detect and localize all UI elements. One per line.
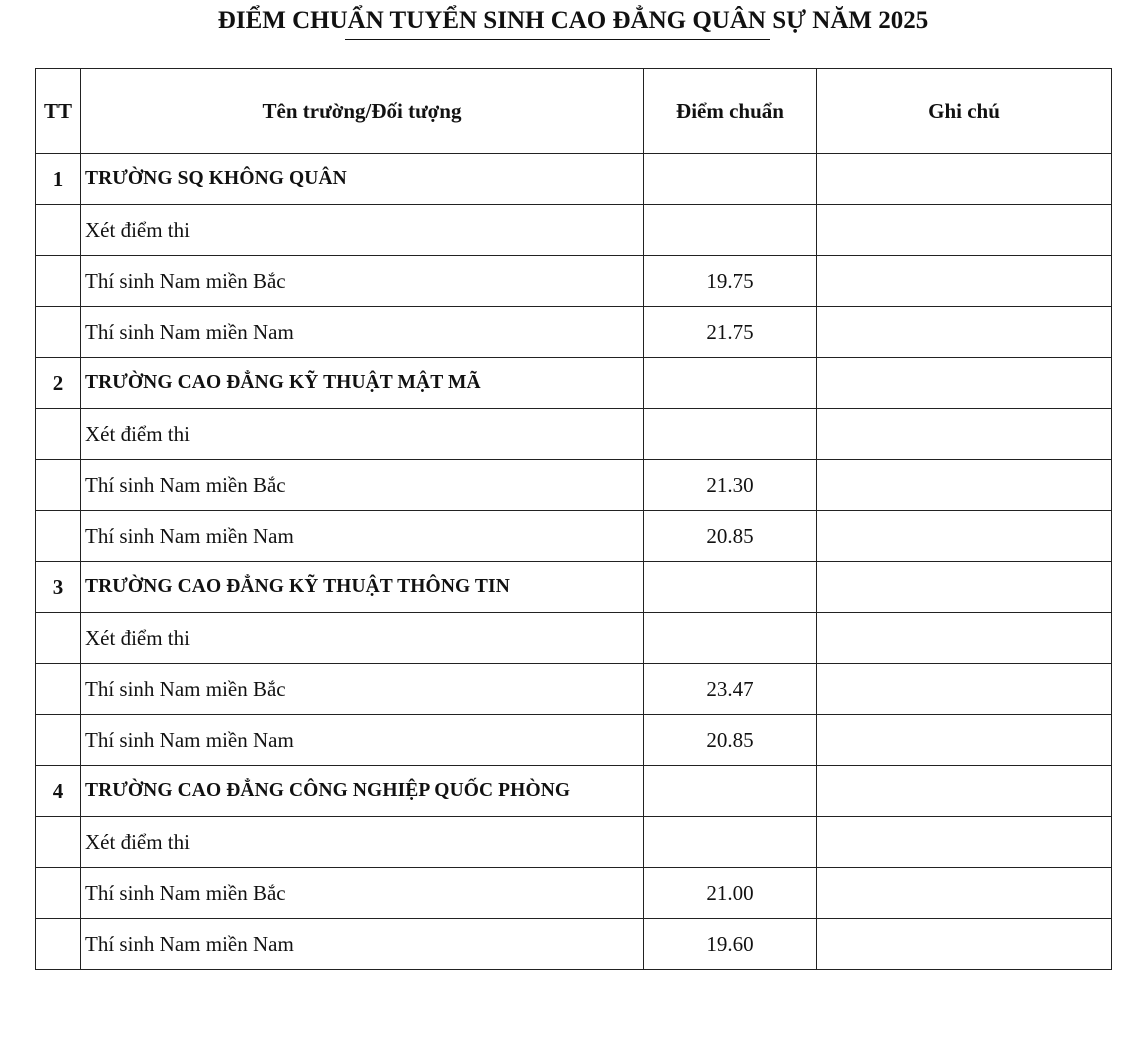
header-tt: TT: [36, 69, 81, 154]
score-value: 19.60: [644, 919, 817, 970]
school-number: 4: [36, 766, 81, 817]
candidate-group: Thí sinh Nam miền Nam: [81, 307, 644, 358]
method-label: Xét điểm thi: [81, 613, 644, 664]
note-cell: [817, 256, 1112, 307]
method-label: Xét điểm thi: [81, 817, 644, 868]
school-number: 2: [36, 358, 81, 409]
candidate-group: Thí sinh Nam miền Nam: [81, 715, 644, 766]
note-cell: [817, 460, 1112, 511]
candidate-group: Thí sinh Nam miền Bắc: [81, 460, 644, 511]
school-name: TRƯỜNG CAO ĐẲNG CÔNG NGHIỆP QUỐC PHÒNG: [81, 766, 644, 817]
school-number: 1: [36, 154, 81, 205]
table-row: [36, 511, 1112, 562]
tt-cell: [36, 409, 81, 460]
score-cell: [644, 613, 817, 664]
page-title: ĐIỂM CHUẨN TUYỂN SINH CAO ĐẲNG QUÂN SỰ NĂM 2025: [217, 7, 929, 34]
score-value: 19.75: [644, 256, 817, 307]
score-cell: [644, 205, 817, 256]
method-row: [36, 817, 1112, 868]
note-cell: [817, 817, 1112, 868]
note-cell: [817, 613, 1112, 664]
tt-cell: [36, 205, 81, 256]
note-cell: [817, 307, 1112, 358]
score-cell: [644, 766, 817, 817]
school-name: TRƯỜNG SQ KHÔNG QUÂN: [81, 154, 644, 205]
candidate-group: Thí sinh Nam miền Bắc: [81, 664, 644, 715]
title-underline: [345, 39, 770, 40]
school-row: [36, 766, 1112, 817]
note-cell: [817, 664, 1112, 715]
note-cell: [817, 409, 1112, 460]
note-cell: [817, 154, 1112, 205]
score-cell: [644, 154, 817, 205]
table-row: [36, 460, 1112, 511]
method-row: [36, 613, 1112, 664]
note-cell: [817, 919, 1112, 970]
table-row: [36, 715, 1112, 766]
score-value: 20.85: [644, 715, 817, 766]
school-row: [36, 154, 1112, 205]
tt-cell: [36, 868, 81, 919]
school-name: TRƯỜNG CAO ĐẲNG KỸ THUẬT MẬT MÃ: [81, 358, 644, 409]
tt-cell: [36, 460, 81, 511]
method-label: Xét điểm thi: [81, 205, 644, 256]
table-header-row: [36, 69, 1112, 154]
note-cell: [817, 868, 1112, 919]
note-cell: [817, 715, 1112, 766]
table-row: [36, 307, 1112, 358]
score-value: 23.47: [644, 664, 817, 715]
header-note: Ghi chú: [817, 69, 1112, 154]
score-value: 20.85: [644, 511, 817, 562]
note-cell: [817, 205, 1112, 256]
tt-cell: [36, 511, 81, 562]
table-row: [36, 256, 1112, 307]
header-name: Tên trường/Đối tượng: [81, 69, 644, 154]
school-name: TRƯỜNG CAO ĐẲNG KỸ THUẬT THÔNG TIN: [81, 562, 644, 613]
candidate-group: Thí sinh Nam miền Bắc: [81, 868, 644, 919]
method-label: Xét điểm thi: [81, 409, 644, 460]
school-number: 3: [36, 562, 81, 613]
school-row: [36, 358, 1112, 409]
score-cell: [644, 817, 817, 868]
score-value: 21.75: [644, 307, 817, 358]
score-cell: [644, 358, 817, 409]
table-row: [36, 868, 1112, 919]
admission-scores-table: [35, 68, 1112, 970]
candidate-group: Thí sinh Nam miền Nam: [81, 511, 644, 562]
table-row: [36, 664, 1112, 715]
note-cell: [817, 562, 1112, 613]
note-cell: [817, 766, 1112, 817]
tt-cell: [36, 256, 81, 307]
score-cell: [644, 562, 817, 613]
score-value: 21.30: [644, 460, 817, 511]
tt-cell: [36, 307, 81, 358]
tt-cell: [36, 613, 81, 664]
score-value: 21.00: [644, 868, 817, 919]
tt-cell: [36, 817, 81, 868]
header-score: Điểm chuẩn: [644, 69, 817, 154]
tt-cell: [36, 715, 81, 766]
table-row: [36, 919, 1112, 970]
note-cell: [817, 358, 1112, 409]
tt-cell: [36, 919, 81, 970]
candidate-group: Thí sinh Nam miền Bắc: [81, 256, 644, 307]
note-cell: [817, 511, 1112, 562]
score-cell: [644, 409, 817, 460]
method-row: [36, 409, 1112, 460]
method-row: [36, 205, 1112, 256]
tt-cell: [36, 664, 81, 715]
candidate-group: Thí sinh Nam miền Nam: [81, 919, 644, 970]
school-row: [36, 562, 1112, 613]
